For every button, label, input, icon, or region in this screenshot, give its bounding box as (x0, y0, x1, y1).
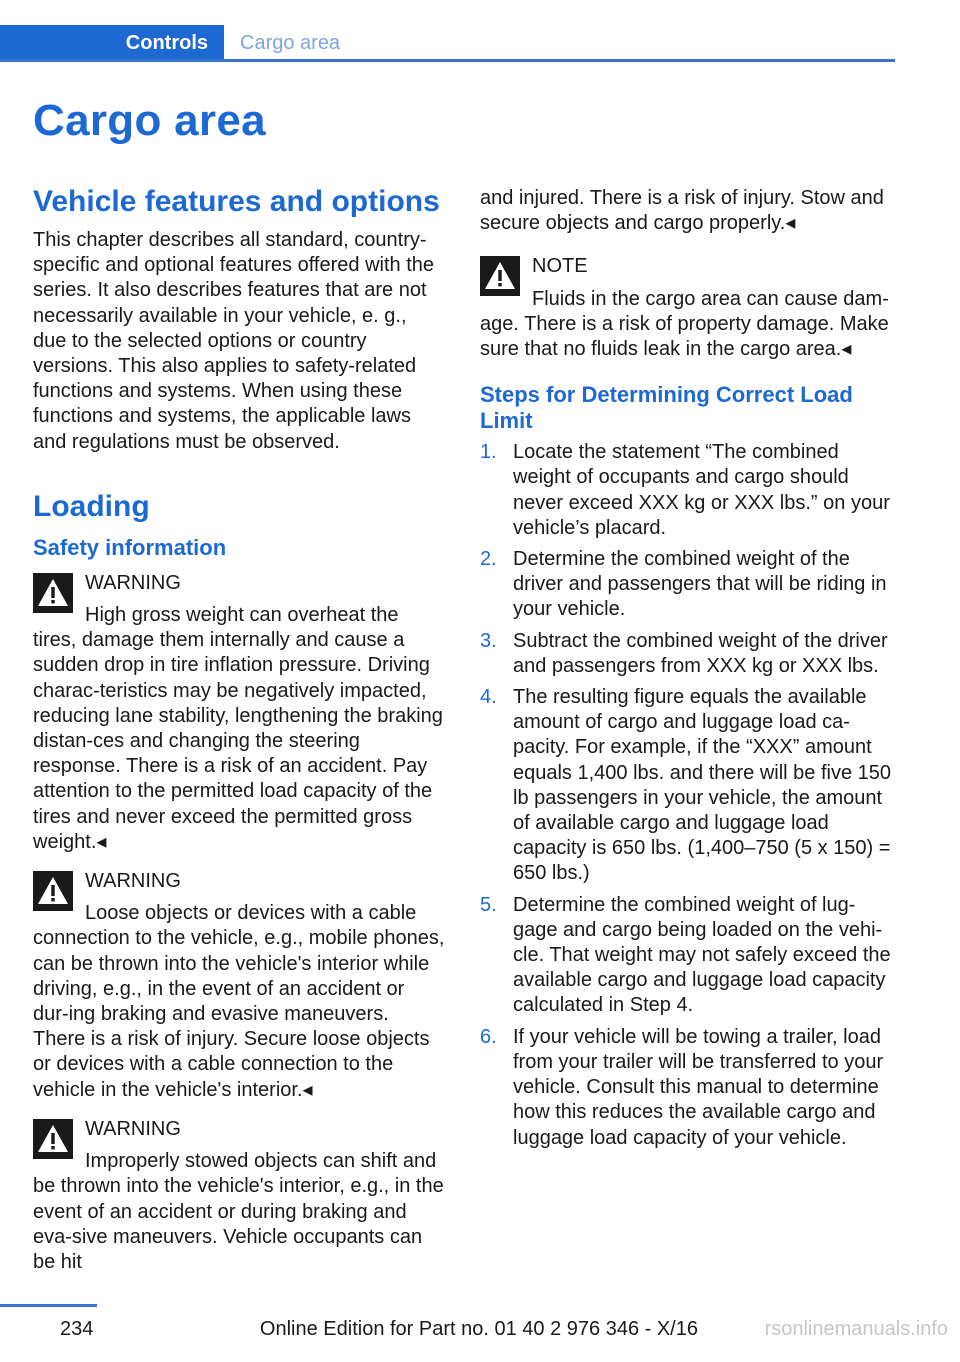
warning-text: Improperly stowed objects can shift and be thrown into the vehicle's interior, e.g., in the event of an accident or during braking and eva-sive maneuvers. Vehicle occupants can be hit (33, 1150, 444, 1273)
warning-block-3 (33, 1117, 445, 1275)
paragraph-continued: and injured. There is a risk of injury. Stow and secure objects and cargo properly.◂ (480, 187, 884, 235)
step-number: 3. (480, 629, 497, 652)
warning-text: Loose objects or devices with a cable connection to the vehicle, e.g., mobile phones, can be thrown into the vehicle's interior while driving, e.g., in the event of an accident or dur-ing braking and evasive maneuvers. There is a risk of injury. Secure loose objects or devices with a cable connection to the vehicle in the vehicle's interior.◂ (33, 902, 445, 1101)
warning-triangle-icon (33, 1119, 73, 1159)
warning-triangle-icon (33, 871, 73, 911)
list-item (480, 440, 895, 541)
warning-label: WARNING (85, 870, 181, 893)
tab-cargo-area[interactable]: Cargo area (240, 32, 341, 54)
heading-steps-load-limit: Steps for Determining Correct Load Limit (480, 382, 853, 434)
warning-triangle-icon (480, 256, 520, 296)
list-item (480, 629, 895, 679)
paragraph-vehicle-features: This chapter describes all standard, country-specific and optional features offered with the series. It also describes features that are not necessarily available in your vehicle, e. g., due to the selected options or country versions. This also applies to safety-related functions and systems. When using these functions and systems, the applicable laws and regulations must be observed. (33, 229, 434, 453)
warning-triangle-icon (33, 573, 73, 613)
step-text: If your vehicle will be towing a trailer, load from your trailer will be transferred to your vehicle. Consult this manual to determine how this reduces the available cargo and luggage load capacity of your vehicle. (513, 1025, 884, 1149)
edition-text: Online Edition for Part no. 01 40 2 976 346 - X/16 (259, 1318, 698, 1340)
tab-controls[interactable]: Controls (0, 25, 224, 62)
watermark: rsonlinemanuals.info (764, 1318, 948, 1340)
warning-text: High gross weight can overheat the tires, damage them internally and cause a sudden drop in tire inflation pressure. Driving charac-teristics may be negatively impacted, reducing lane stability, lengthening the braking distan-ces and changing the steering response. There is a risk of an accident. Pay attention to the permitted load capacity of the tires and never exceed the permitted gross weight.◂ (33, 604, 443, 853)
heading-vehicle-features: Vehicle features and options (33, 185, 440, 218)
list-item (480, 685, 895, 887)
note-block (480, 254, 895, 362)
step-number: 4. (480, 686, 497, 709)
page-number: 234 (60, 1318, 94, 1340)
header-rule (0, 59, 895, 62)
step-number: 6. (480, 1025, 497, 1048)
step-number: 2. (480, 548, 497, 571)
heading-safety-information: Safety information (33, 534, 227, 560)
footer-rule (0, 1304, 97, 1307)
warning-block-1 (33, 571, 445, 855)
step-text: Determine the combined weight of lug-gage and cargo being loaded on the vehi-cle. That weight may not safely exceed the available cargo and luggage load capacity calculated in Step 4. (513, 893, 891, 1017)
list-item (480, 893, 895, 1019)
note-text: Fluids in the cargo area can cause dam-age. There is a risk of property damage. Make sure that no fluids leak in the cargo area.◂ (480, 287, 889, 361)
note-label: NOTE (532, 255, 588, 278)
header-bar (0, 25, 895, 62)
heading-loading: Loading (33, 489, 150, 523)
step-text: The resulting figure equals the available amount of cargo and luggage load ca-pacity. For example, if the “XXX” amount equals 1,400 lbs. and there will be five 150 lb passengers in your vehicle, the amount of available cargo and luggage load capacity is 650 lbs. (1,400–750 (5 x 150) = 650 lbs.) (513, 686, 892, 885)
warning-block-2 (33, 869, 445, 1103)
right-column (480, 186, 895, 1157)
step-text: Determine the combined weight of the driver and passengers that will be riding in your vehicle. (513, 548, 887, 621)
warning-label: WARNING (85, 1117, 181, 1140)
list-item (480, 547, 895, 623)
step-text: Locate the statement “The combined weight of occupants and cargo should never exceed XXX kg or XXX lbs.” on your vehicle’s placard. (513, 441, 890, 539)
left-column (33, 184, 445, 1275)
list-item (480, 1025, 895, 1151)
step-number: 5. (480, 893, 497, 916)
page-title: Cargo area (33, 96, 266, 145)
warning-label: WARNING (85, 571, 181, 594)
step-number: 1. (480, 441, 497, 464)
steps-list (480, 440, 895, 1150)
step-text: Subtract the combined weight of the driver and passengers from XXX kg or XXX lbs. (513, 629, 888, 677)
